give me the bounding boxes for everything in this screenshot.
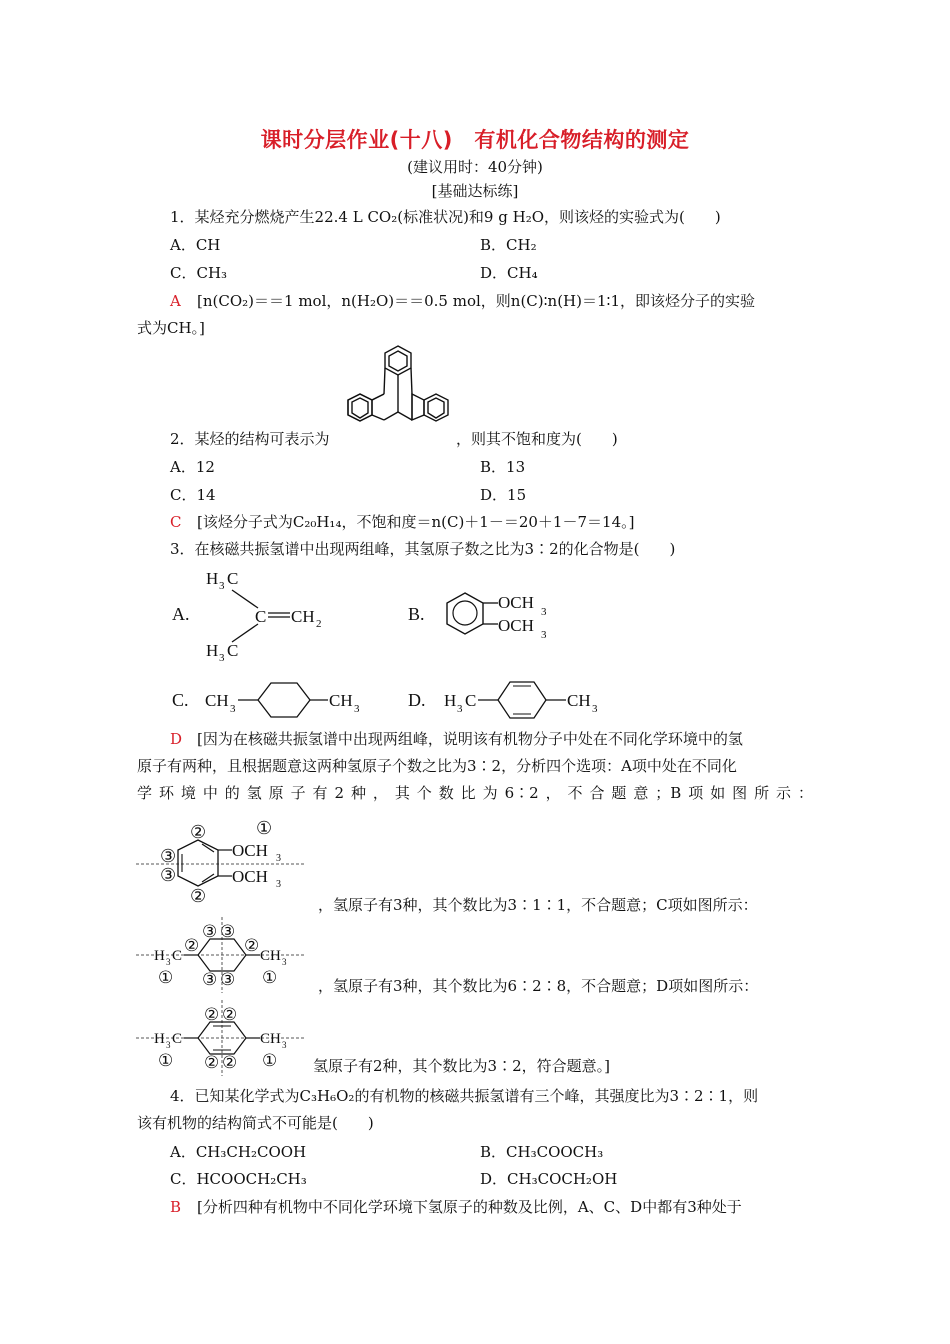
b-och-top-sub: 3	[541, 606, 547, 618]
c-ch-left: CH	[205, 691, 229, 710]
cd-ch-right-sub: 3	[282, 957, 287, 967]
q3-explain-c: ，氢原子有3种，其个数比为6∶2∶8，不合题意；D项如图所示：	[318, 977, 759, 995]
cd-h3c-c: C	[172, 948, 183, 964]
q4-answer: B	[170, 1198, 182, 1216]
bd-mark3-bot: ③	[160, 865, 177, 885]
q4-option-a: A．CH₃CH₂COOH	[170, 1143, 307, 1161]
h3c-top-c: C	[227, 569, 239, 588]
q4-stem-line2: 该有机物的结构简式不可能是( )	[137, 1114, 374, 1132]
dd-mark1-right: ①	[262, 1051, 278, 1070]
dd-mark2-d: ②	[222, 1053, 238, 1072]
c-ch-left-sub: 3	[230, 703, 236, 715]
dd-h3c-h: H	[154, 1031, 165, 1047]
q2-stem: 2．某烃的结构可表示为	[170, 430, 330, 448]
cd-h3c-sub: 3	[166, 957, 171, 967]
b-och-bot-sub: 3	[541, 629, 547, 641]
q3-label-a: A.	[172, 604, 190, 624]
q1-explain-line1: [n(CO₂)＝＝1 mol，n(H₂O)＝＝0.5 mol，则n(C)∶n(H)＝1∶1，即该烃分子的实验	[197, 292, 755, 310]
triptycene-structure	[342, 342, 457, 440]
cd-mark3-a: ③	[202, 922, 218, 941]
c-ch-right-sub: 3	[354, 703, 360, 715]
q3-options-ab	[160, 560, 580, 670]
q3-label-d: D.	[408, 690, 426, 710]
q1-option-b: B．CH₂	[480, 236, 537, 254]
q1-answer: A	[170, 292, 181, 310]
q2-explain: [该烃分子式为C₂₀H₁₄，不饱和度＝n(C)＋1－＝20＋1－7＝14。]	[197, 513, 635, 531]
q3-options-cd	[160, 672, 620, 724]
q4-option-d: D．CH₃COCH₂OH	[480, 1170, 618, 1188]
q4-option-c: C．HCOOCH₂CH₃	[170, 1170, 307, 1188]
cd-mark3-c: ③	[202, 970, 218, 989]
q2-answer: C	[170, 513, 182, 531]
d-ch-right-sub: 3	[592, 703, 598, 715]
q3-answer: D	[170, 730, 183, 748]
bd-mark2-bot: ②	[190, 886, 207, 904]
bd-och-top: OCH	[232, 841, 268, 860]
dd-ch-right-sub: 3	[282, 1040, 287, 1050]
q4-option-b: B．CH₃COOCH₃	[480, 1143, 604, 1161]
alkene-c: C	[255, 607, 267, 626]
q3-label-c: C.	[172, 690, 189, 710]
q3-explain-line1: [因为在核磁共振氢谱中出现两组峰，说明该有机物分子中处在不同化学环境中的氢	[197, 730, 743, 748]
q1-option-d: D．CH₄	[480, 264, 538, 282]
q3-diagram-b	[136, 812, 316, 904]
q2-option-c: C．14	[170, 486, 216, 504]
dd-mark2-c: ②	[204, 1053, 220, 1072]
dd-mark2-b: ②	[222, 1005, 238, 1024]
q3-diagram-c	[136, 917, 316, 993]
d-h3c-h: H	[444, 691, 457, 710]
bd-mark1: ①	[256, 818, 273, 838]
cd-mark3-b: ③	[220, 922, 236, 941]
q3-label-b: B.	[408, 604, 425, 624]
q3-diagram-d	[136, 1000, 316, 1076]
cd-mark1-left: ①	[158, 968, 174, 987]
h3c-top-h: H	[206, 569, 219, 588]
dd-mark1-left: ①	[158, 1051, 174, 1070]
dd-h3c-sub: 3	[166, 1040, 171, 1050]
q1-stem: 1．某烃充分燃烧产生22.4 L CO₂(标准状况)和9 g H₂O，则该烃的实验式为( )	[170, 208, 721, 226]
d-ch-right: CH	[567, 691, 591, 710]
h3c-bot-h: H	[206, 641, 219, 660]
b-och-top: OCH	[498, 593, 534, 612]
q2-stem-tail: ，则其不饱和度为( )	[456, 430, 618, 448]
d-h3c-sub: 3	[457, 703, 463, 715]
q4-stem-line1: 4．已知某化学式为C₃H₆O₂的有机物的核磁共振氢谱有三个峰，其强度比为3∶2∶1，则	[170, 1087, 759, 1105]
q1-explain-line2: 式为CH。]	[137, 319, 205, 337]
q3-explain-line3: 学环境中的氢原子有2种，其个数比为6∶2，不合题意；B项如图所示：	[137, 784, 813, 802]
cd-h3c-h: H	[154, 948, 165, 964]
q1-option-c: C．CH₃	[170, 264, 228, 282]
bd-och-bot-sub: 3	[276, 879, 281, 890]
q1-option-a: A．CH	[170, 236, 221, 254]
h3c-bot-sub: 3	[219, 652, 225, 664]
q2-option-b: B．13	[480, 458, 526, 476]
cd-mark2-right: ②	[244, 936, 260, 955]
dd-h3c-c: C	[172, 1031, 183, 1047]
alkene-ch: CH	[291, 607, 315, 626]
section-label: [基础达标练]	[431, 182, 519, 200]
dd-ch-right: CH	[260, 1031, 281, 1047]
alkene-sub2: 2	[316, 618, 322, 630]
page-title: 课时分层作业(十八) 有机化合物结构的测定	[260, 128, 690, 152]
bd-och-top-sub: 3	[276, 853, 281, 864]
h3c-bot-c: C	[227, 641, 239, 660]
cd-ch-right: CH	[260, 948, 281, 964]
q3-stem: 3．在核磁共振氢谱中出现两组峰，其氢原子数之比为3∶2的化合物是( )	[170, 540, 676, 558]
bd-och-bot: OCH	[232, 867, 268, 886]
time-hint: (建议用时：40分钟)	[407, 158, 543, 176]
dd-mark2-a: ②	[204, 1005, 220, 1024]
d-h3c-c: C	[465, 691, 477, 710]
q4-explain-line1: [分析四种有机物中不同化学环境下氢原子的种数及比例，A、C、D中都有3种处于	[197, 1198, 742, 1216]
bd-mark3-top: ③	[160, 846, 177, 866]
cd-mark2-left: ②	[184, 936, 200, 955]
h3c-top-sub: 3	[219, 580, 225, 592]
cd-mark3-d: ③	[220, 970, 236, 989]
b-och-bot: OCH	[498, 616, 534, 635]
cd-mark1-right: ①	[262, 968, 278, 987]
q3-explain-line2: 原子有两种，且根据题意这两种氢原子个数之比为3∶2，分析四个选项：A项中处在不同化	[137, 757, 737, 775]
c-ch-right: CH	[329, 691, 353, 710]
q3-explain-d: 氢原子有2种，其个数比为3∶2，符合题意。]	[313, 1057, 610, 1075]
q2-option-d: D．15	[480, 486, 527, 504]
q2-option-a: A．12	[170, 458, 215, 476]
q3-explain-b: ，氢原子有3种，其个数比为3∶1∶1，不合题意；C项如图所示：	[318, 896, 758, 914]
bd-mark2-top: ②	[190, 822, 207, 842]
